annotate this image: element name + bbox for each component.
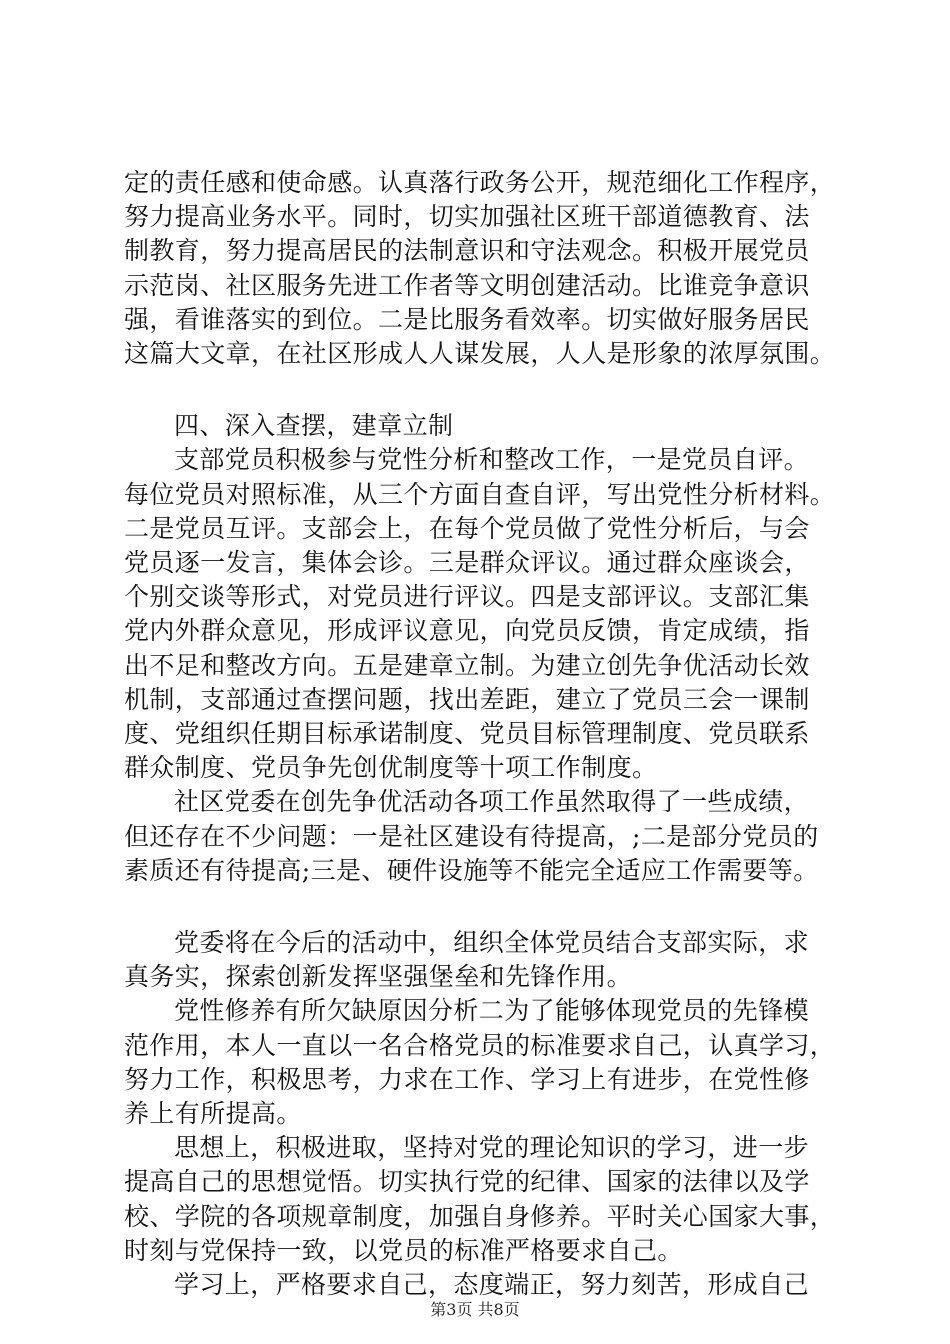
text-line: 机制，支部通过查摆问题，找出差距，建立了党员三会一课制 bbox=[124, 684, 810, 714]
paragraph-continued bbox=[124, 166, 844, 371]
text-line: 党员逐一发言，集体会诊。三是群众评议。通过群众座谈会， bbox=[124, 548, 810, 578]
text-line: 二是党员互评。支部会上，在每个党员做了党性分析后，与会 bbox=[124, 513, 810, 543]
paragraph bbox=[124, 994, 844, 1131]
text-line: 群众制度、党员争先创优制度等十项工作制度。 bbox=[124, 753, 658, 783]
text-line: 时刻与党保持一致，以党员的标准严格要求自己。 bbox=[124, 1235, 683, 1265]
text-line: 提高自己的思想觉悟。切实执行党的纪律、国家的法律以及学 bbox=[124, 1167, 810, 1197]
text-line: 这篇大文章，在社区形成人人谋发展，人人是形象的浓厚氛围。 bbox=[124, 339, 836, 369]
paragraph bbox=[124, 785, 844, 888]
paragraph bbox=[124, 926, 844, 994]
text-line: 党性修养有所欠缺原因分析二为了能够体现党员的先锋模 bbox=[174, 996, 810, 1026]
text-line: 校、学院的各项规章制度，加强自身修养。平时关心国家大事， bbox=[124, 1201, 836, 1231]
paragraph bbox=[124, 443, 844, 785]
text-line: 个别交谈等形式，对党员进行评议。四是支部评议。支部汇集 bbox=[124, 582, 810, 612]
text-line: 学习上，严格要求自己，态度端正，努力刻苦，形成自己 bbox=[174, 1270, 810, 1300]
section-heading bbox=[124, 409, 844, 443]
text-line: 但还存在不少问题：一是社区建设有待提高，;二是部分党员的 bbox=[124, 821, 819, 851]
text-line: 养上有所提高。 bbox=[124, 1099, 302, 1129]
document-body bbox=[124, 166, 844, 1302]
text-line: 示范岗、社区服务先进工作者等文明创建活动。比谁竞争意识 bbox=[124, 270, 810, 300]
page-number-label: 第3页 共8页 bbox=[430, 1300, 520, 1319]
text-line: 真务实，探索创新发挥坚强堡垒和先锋作用。 bbox=[124, 962, 633, 992]
text-line: 制教育，努力提高居民的法制意识和守法观念。积极开展党员 bbox=[124, 236, 810, 266]
text-line: 努力工作，积极思考，力求在工作、学习上有进步，在党性修 bbox=[124, 1064, 810, 1094]
text-line: 支部党员积极参与党性分析和整改工作，一是党员自评。 bbox=[174, 445, 810, 475]
text-line: 范作用，本人一直以一名合格党员的标准要求自己，认真学习， bbox=[124, 1030, 836, 1060]
text-line: 强，看谁落实的到位。二是比服务看效率。切实做好服务居民 bbox=[124, 304, 810, 334]
text-line: 定的责任感和使命感。认真落行政务公开，规范细化工作程序， bbox=[124, 168, 836, 197]
paragraph bbox=[124, 1268, 844, 1302]
text-line: 党内外群众意见，形成评议意见，向党员反馈，肯定成绩，指 bbox=[124, 616, 810, 646]
text-line: 党委将在今后的活动中，组织全体党员结合支部实际，求 bbox=[174, 928, 810, 958]
text-line: 努力提高业务水平。同时，切实加强社区班干部道德教育、法 bbox=[124, 202, 810, 232]
page-number-footer bbox=[0, 1300, 950, 1320]
text-line: 素质还有待提高;三是、硬件设施等不能完全适应工作需要等。 bbox=[124, 855, 819, 885]
text-line: 社区党委在创先争优活动各项工作虽然取得了一些成绩， bbox=[174, 787, 810, 817]
text-line: 出不足和整改方向。五是建章立制。为建立创先争优活动长效 bbox=[124, 650, 810, 680]
text-line: 每位党员对照标准，从三个方面自查自评，写出党性分析材料。 bbox=[124, 479, 836, 509]
paragraph bbox=[124, 1131, 844, 1268]
heading-text: 四、深入查摆，建章立制 bbox=[174, 411, 454, 441]
text-line: 度、党组织任期目标承诺制度、党员目标管理制度、党员联系 bbox=[124, 719, 810, 749]
text-line: 思想上，积极进取，坚持对党的理论知识的学习，进一步 bbox=[174, 1133, 810, 1163]
